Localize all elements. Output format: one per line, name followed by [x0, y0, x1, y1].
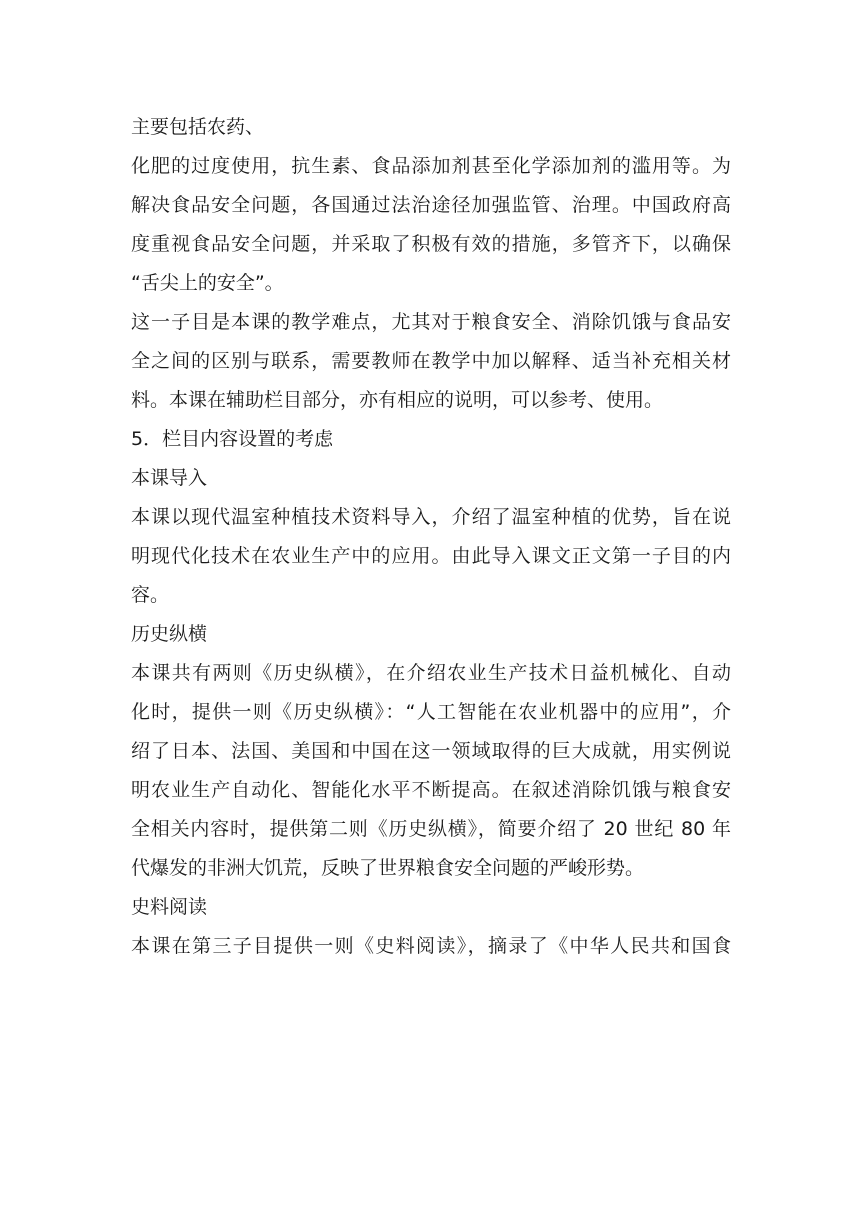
paragraph-line: 绍了日本、法国、美国和中国在这一领域取得的巨大成就，用实例说 — [131, 740, 731, 762]
paragraph-line: 代爆发的非洲大饥荒，反映了世界粮食安全问题的严峻形势。 — [131, 857, 645, 879]
paragraph-line: 这一子目是本课的教学难点，尤其对于粮食安全、消除饥饿与食品安 — [131, 311, 731, 333]
subsection-heading: 历史纵横 — [131, 623, 208, 645]
paragraph-line: 明现代化技术在农业生产中的应用。由此导入课文正文第一子目的内 — [131, 545, 731, 567]
paragraph-line: “舌尖上的安全”。 — [131, 272, 284, 294]
section-heading: 5．栏目内容设置的考虑 — [131, 428, 334, 450]
paragraph-line: 全之间的区别与联系，需要教师在教学中加以解释、适当补充相关材 — [131, 350, 731, 372]
paragraph-line: 本课以现代温室种植技术资料导入，介绍了温室种植的优势，旨在说 — [131, 506, 731, 528]
paragraph-line: 容。 — [131, 584, 170, 606]
subsection-heading: 本课导入 — [131, 467, 208, 489]
paragraph-line: 本课共有两则《历史纵横》，在介绍农业生产技术日益机械化、自动 — [131, 662, 731, 684]
subsection-heading: 史料阅读 — [131, 896, 208, 918]
paragraph-line: 明农业生产自动化、智能化水平不断提高。在叙述消除饥饿与粮食安 — [131, 779, 731, 801]
paragraph-line: 化肥的过度使用，抗生素、食品添加剂甚至化学添加剂的滥用等。为 — [131, 155, 731, 177]
paragraph-line: 化时，提供一则《历史纵横》：“人工智能在农业机器中的应用”，介 — [131, 701, 731, 723]
document-body — [131, 108, 731, 966]
paragraph-line: 料。本课在辅助栏目部分，亦有相应的说明，可以参考、使用。 — [131, 389, 664, 411]
paragraph-line: 主要包括农药、 — [131, 116, 265, 138]
paragraph-line: 本课在第三子目提供一则《史料阅读》，摘录了《中华人民共和国食 — [131, 935, 731, 957]
paragraph-line: 全相关内容时，提供第二则《历史纵横》，简要介绍了 20 世纪 80 年 — [131, 818, 731, 840]
paragraph-line: 度重视食品安全问题，并采取了积极有效的措施，多管齐下，以确保 — [131, 233, 731, 255]
paragraph-line: 解决食品安全问题，各国通过法治途径加强监管、治理。中国政府高 — [131, 194, 731, 216]
